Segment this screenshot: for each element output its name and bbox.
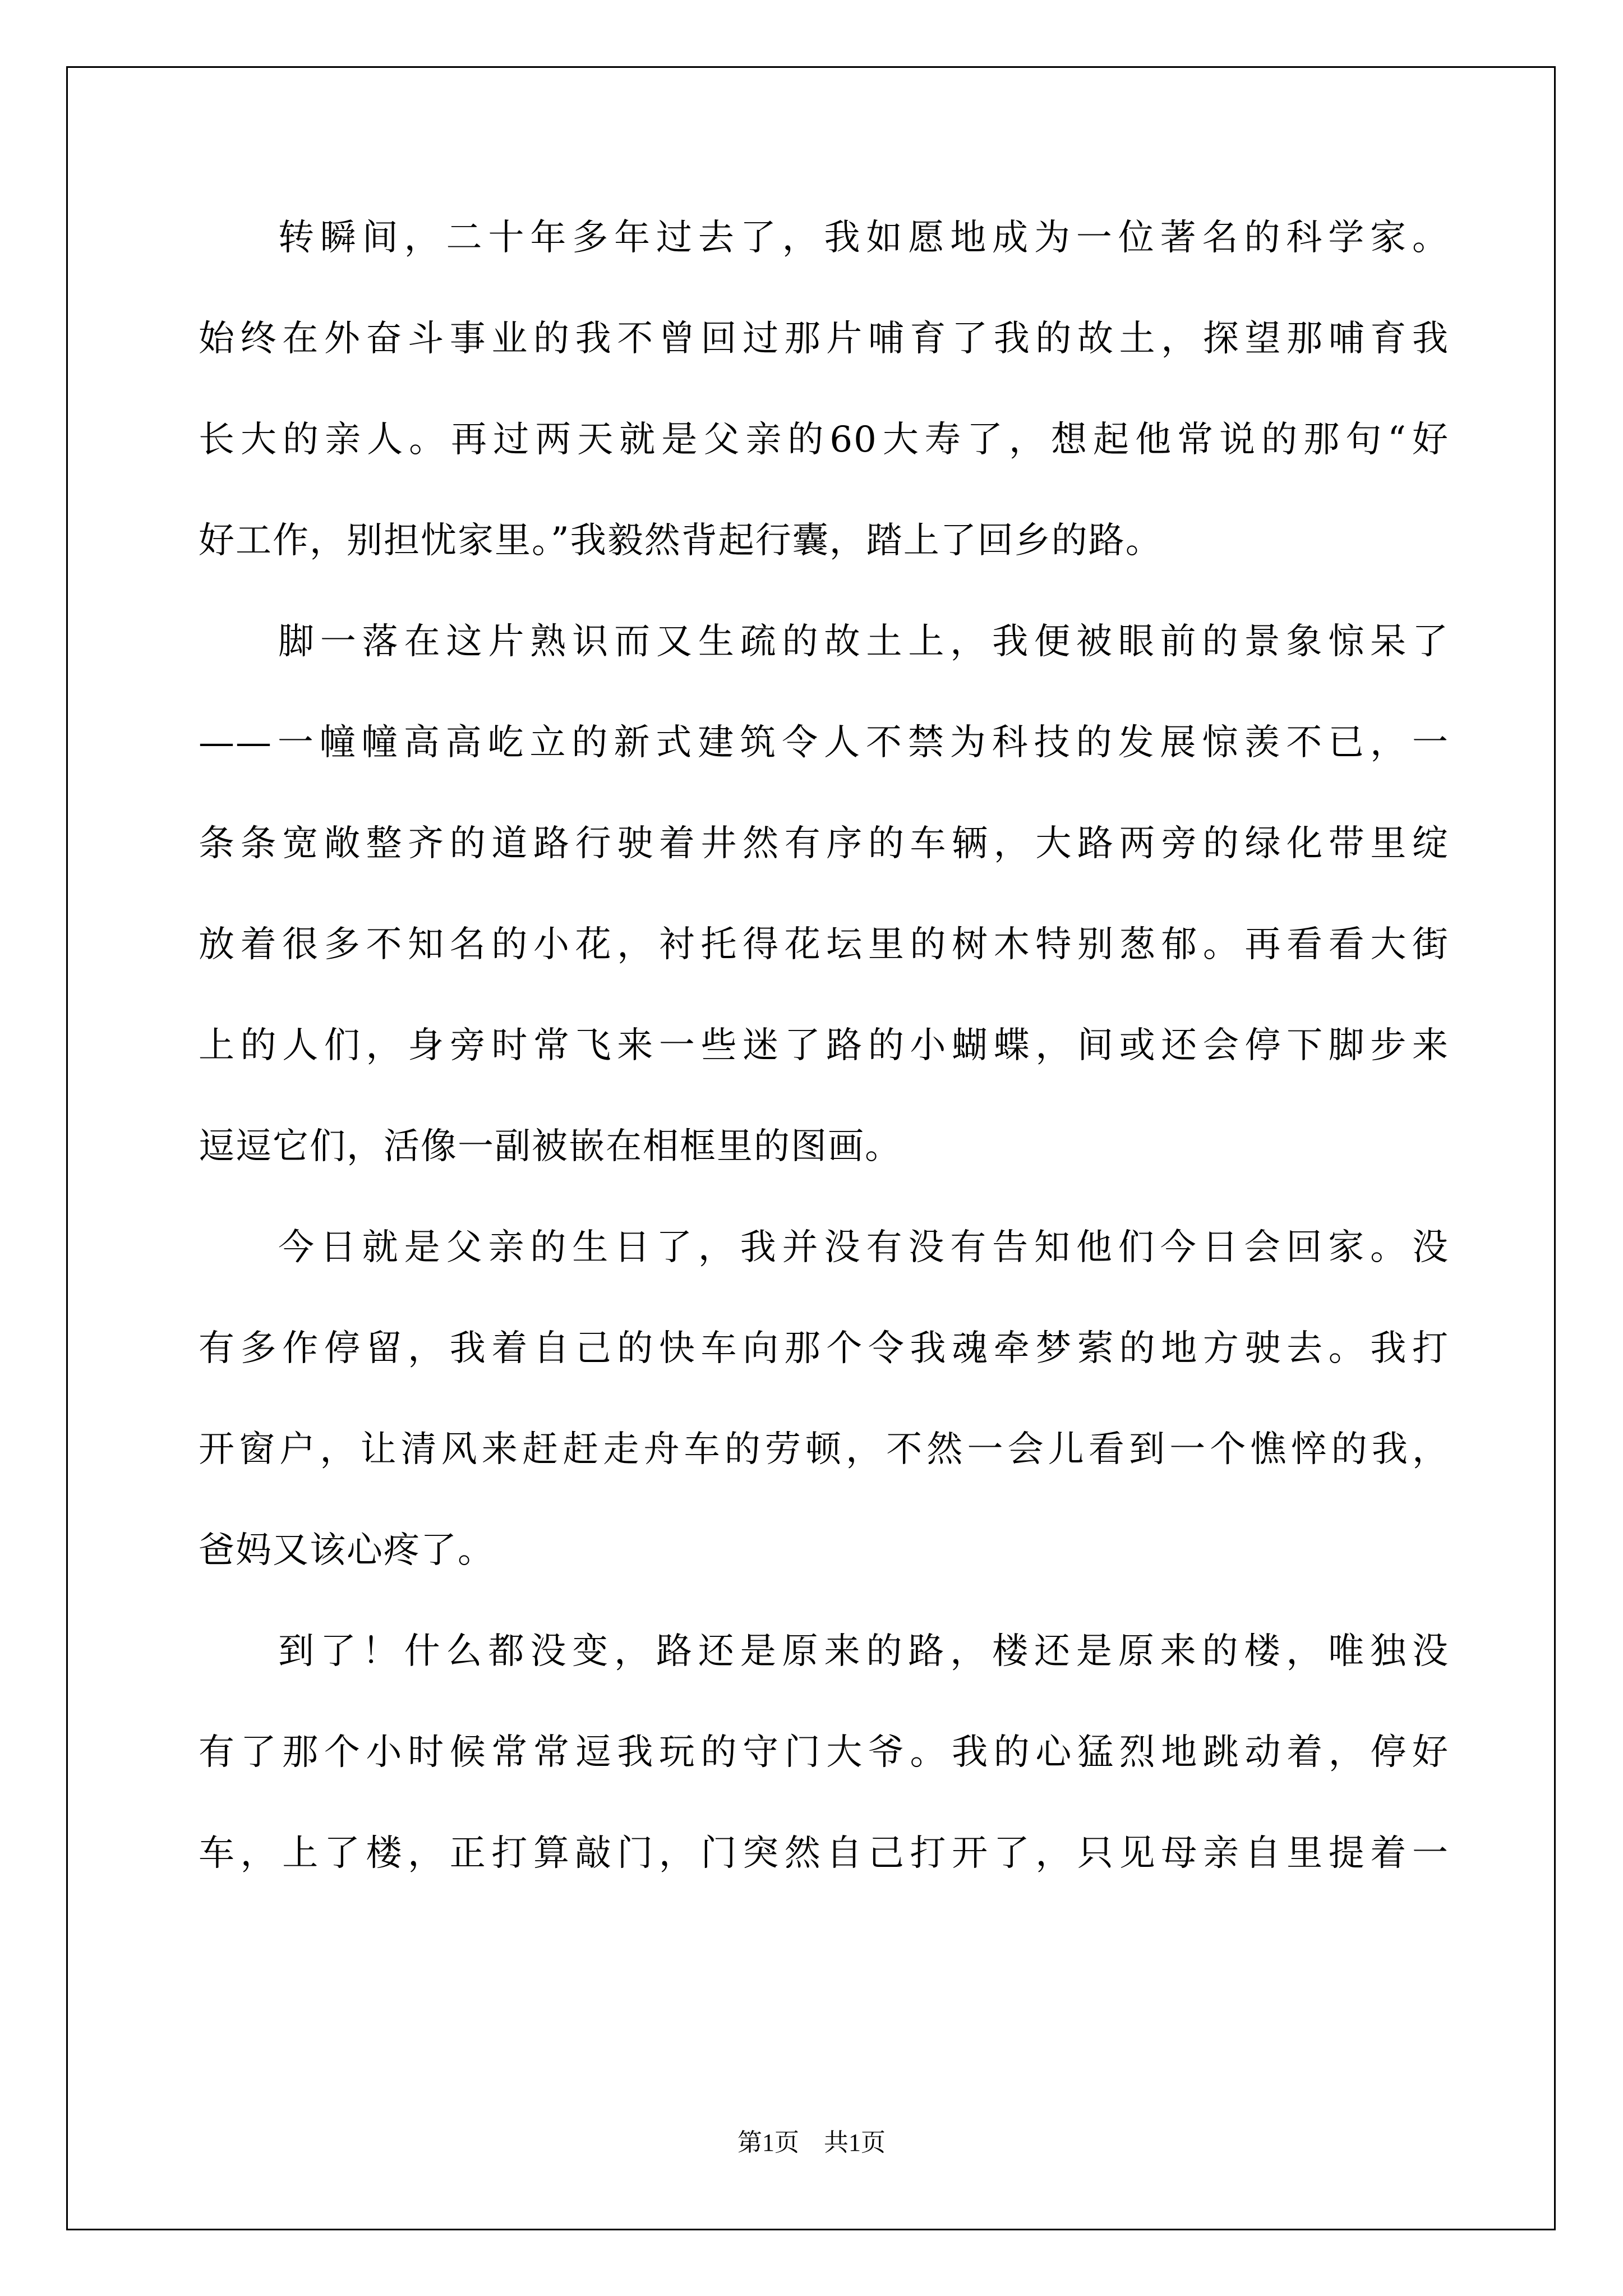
page-total: 共1页 bbox=[824, 2129, 886, 2156]
text-line: 今日就是父亲的生日了，我并没有没有告知他们今日会回家。没 bbox=[278, 1227, 1449, 1268]
text-line: 爸妈又该心疼了。 bbox=[199, 1530, 495, 1571]
document-body bbox=[199, 215, 1449, 1932]
text-line: 到了！什么都没变，路还是原来的路，楼还是原来的楼，唯独没 bbox=[278, 1631, 1449, 1672]
text-line: 逗逗它们，活像一副被嵌在相框里的图画。 bbox=[199, 1126, 902, 1167]
text-line: 长大的亲人。再过两天就是父亲的60大寿了，想起他常说的那句“好 bbox=[199, 419, 1449, 461]
text-line: 转瞬间，二十年多年过去了，我如愿地成为一位著名的科学家。 bbox=[278, 217, 1449, 259]
text-line: 车，上了楼，正打算敲门，门突然自己打开了，只见母亲自里提着一 bbox=[199, 1833, 1449, 1874]
page-number: 第1页 bbox=[737, 2129, 799, 2156]
text-line: 好工作，别担忧家里。”我毅然背起行囊，踏上了回乡的路。 bbox=[199, 520, 1163, 562]
text-line: 始终在外奋斗事业的我不曾回过那片哺育了我的故土，探望那哺育我 bbox=[199, 318, 1449, 360]
text-line: ——一幢幢高高屹立的新式建筑令人不禁为科技的发展惊羡不已，一 bbox=[199, 722, 1449, 763]
text-line: 有多作停留，我着自己的快车向那个令我魂牵梦萦的地方驶去。我打 bbox=[199, 1328, 1449, 1369]
text-line: 开窗户，让清风来赶赶走舟车的劳顿，不然一会儿看到一个憔悴的我， bbox=[199, 1429, 1449, 1470]
page-footer bbox=[0, 2127, 1623, 2159]
text-line: 脚一落在这片熟识而又生疏的故土上，我便被眼前的景象惊呆了 bbox=[278, 621, 1449, 662]
text-line: 条条宽敞整齐的道路行驶着井然有序的车辆，大路两旁的绿化带里绽 bbox=[199, 823, 1449, 864]
text-line: 有了那个小时候常常逗我玩的守门大爷。我的心猛烈地跳动着，停好 bbox=[199, 1732, 1449, 1773]
text-line: 上的人们，身旁时常飞来一些迷了路的小蝴蝶，间或还会停下脚步来 bbox=[199, 1025, 1449, 1066]
text-line: 放着很多不知名的小花，衬托得花坛里的树木特别葱郁。再看看大街 bbox=[199, 924, 1449, 965]
